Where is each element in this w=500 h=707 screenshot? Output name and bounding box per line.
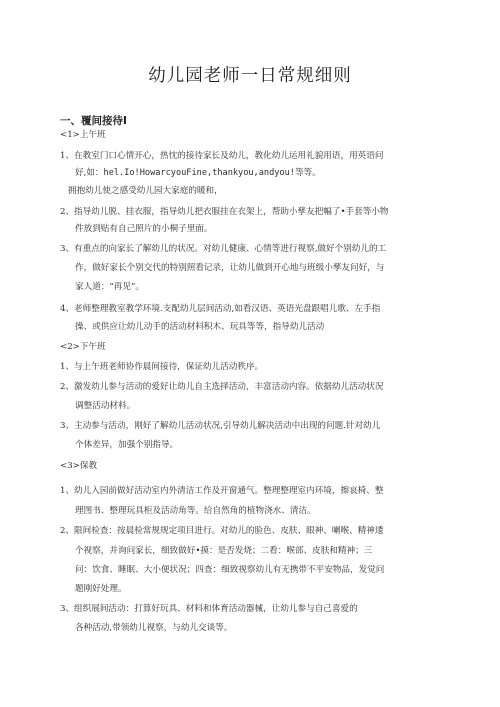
list-item-line: 操、或供应让幼儿动手的活动材料积木、玩具等等，指导幼儿活动 xyxy=(75,322,325,332)
list-item-line: 3、有重点的向家长了解幼儿的状况。对幼儿健康、心情等进行视察,做好个别幼儿的工 xyxy=(60,244,387,254)
list-item-line: 调整活动材料。 xyxy=(75,401,136,411)
subsection-heading-care: <3>保教 xyxy=(60,461,98,471)
list-item-line: 题刚好处理。 xyxy=(75,584,127,594)
list-item-line: 作，做好家长个别交代的特别照看记录，让幼儿做到开心地与班级小孳友问好，与 xyxy=(75,263,385,273)
list-item-line: 4、老师整理教室教学环境.支配幼儿层间活动,如看汉语、英语光盘跟唱儿歌、左手指 xyxy=(60,304,381,314)
subsection-heading-afternoon: <2>下午班 xyxy=(60,342,106,352)
list-item-line: 1、幼儿入园前做好活动室内外清洁工作及开窗通气。整理整理室内环境，擦哀椅、整 xyxy=(60,486,384,496)
list-item-line: 3、组织展间活动：打算好玩具、材料和体育活动器械，让幼儿参与自己喜爱的 xyxy=(60,604,358,614)
list-item-line: 2、激发幼儿参与活动的爱好让幼儿自主选择活动，丰富活动内容。依据幼儿活动状况 xyxy=(60,382,384,392)
paragraph: 拥抱幼儿使之感受幼儿园大家庭的暖和， xyxy=(68,186,223,196)
list-item-line: 各种活动,带领幼儿视察，与幼儿交谈等。 xyxy=(75,623,233,633)
list-item-line: 件放到贴有自己照片的小桐子里面。 xyxy=(75,224,213,234)
list-item-line: 3、主动参与活动，刚好了解幼儿活动状况,引导幼儿解决活动中出现的问题.针对幼儿 xyxy=(60,421,381,431)
document-title: 幼儿园老师一日常规细则 xyxy=(148,66,352,86)
list-item-line: 问：饮食、睡眠、大小便状况；四查：细致视察幼儿有无携带不平安物品，发觉问 xyxy=(75,565,385,575)
text-span: 等等。 xyxy=(294,168,321,178)
list-item-line xyxy=(75,167,321,179)
list-item-line: 1、在教室门口心情开心，热忱的接待家长及幼儿，教化幼儿运用礼貌用语，用英语问 xyxy=(60,151,384,161)
list-item-line: 1、与上午班老师协作晨间接待，保证幼儿活动秩序。 xyxy=(60,362,264,372)
subsection-heading-morning: <1>上午班 xyxy=(60,130,106,140)
list-item-line: 2、指导幼儿脱、挂衣服，指导幼儿把衣服挂在衣架上，帮助小孳友把幅了•手套等小物 xyxy=(60,207,389,217)
list-item-line: 个视察，并询问家长，细致做好•摸：是否发烧；二看：喉部、皮肤和精神；三 xyxy=(75,546,373,556)
list-item-line: 个体差异，加强个别指导。 xyxy=(75,440,179,450)
list-item-line: 2、限间检查：按晨检常规规定项目进行。对幼儿的脸色、皮肤、眼神、喇喉、精神逶 xyxy=(60,526,384,536)
section-heading: 一、覆间接待I xyxy=(60,115,127,127)
list-item-line: 理图书、整理玩具柜及活动角等。给自然角的植物浇水、清洁。 xyxy=(75,506,316,516)
english-greeting: hel.Io!HowarcyouFine,thankyou,andyou! xyxy=(103,168,295,178)
text-span: 好,如： xyxy=(75,168,104,178)
list-item-line: 家人道：“再见”。 xyxy=(75,282,144,292)
